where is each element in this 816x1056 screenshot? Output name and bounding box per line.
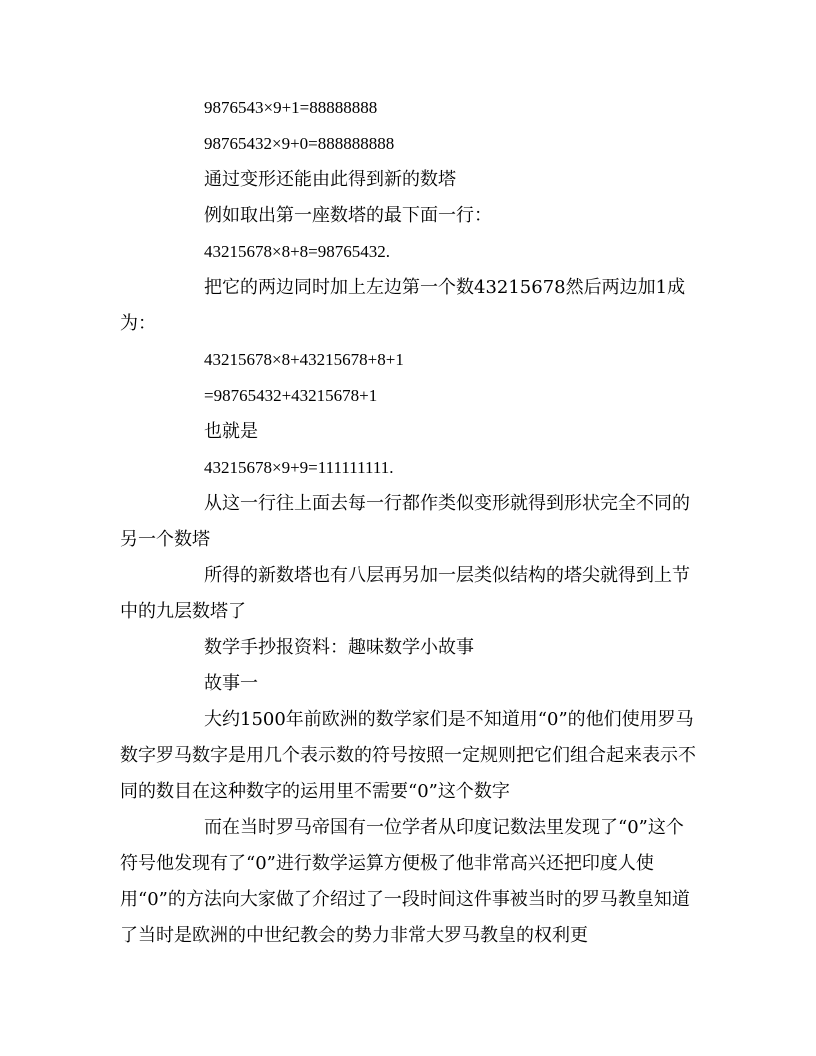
story-one-heading: 故事一 xyxy=(204,673,258,694)
document-body xyxy=(120,90,696,954)
paragraph-new-tower: 从这一行往上面去每一行都作类似变形就得到形状完全不同的另一个数塔 xyxy=(120,493,690,550)
paragraph-equation-1: 9876543×9+1=88888888 xyxy=(204,98,378,117)
paragraph-story-zero-discovery: 而在当时罗马帝国有一位学者从印度记数法里发现了“0”这个符号他发现有了“0”进行数学运算方便极了他非常高兴还把印度人使用“0”的方法向大家做了介绍过了一段时间这件事被当时的罗马教皇知道了当时是欧洲的中世纪教会的势力非常大罗马教皇的权利更 xyxy=(120,817,690,946)
paragraph-that-is: 也就是 xyxy=(204,421,258,442)
paragraph-example-intro: 例如取出第一座数塔的最下面一行： xyxy=(204,205,492,226)
section-heading-math-stories: 数学手抄报资料：趣味数学小故事 xyxy=(204,637,474,658)
paragraph-nine-layer-tower: 所得的新数塔也有八层再另加一层类似结构的塔尖就得到上节中的九层数塔了 xyxy=(120,565,690,622)
paragraph-add-both-sides: 把它的两边同时加上左边第一个数43215678然后两边加1成为： xyxy=(120,277,686,334)
paragraph-equation-5: =98765432+43215678+1 xyxy=(204,386,378,405)
paragraph-story-roman-numerals: 大约1500年前欧洲的数学家们是不知道用“0”的他们使用罗马数字罗马数字是用几个表示数的符号按照一定规则把它们组合起来表示不同的数目在这种数字的运用里不需要“0”这个数字 xyxy=(120,709,696,802)
paragraph-equation-4: 43215678×8+43215678+8+1 xyxy=(204,350,404,369)
paragraph-transform-intro: 通过变形还能由此得到新的数塔 xyxy=(204,169,456,190)
paragraph-equation-2: 98765432×9+0=888888888 xyxy=(204,134,395,153)
paragraph-equation-6: 43215678×9+9=111111111. xyxy=(204,458,394,477)
paragraph-equation-3: 43215678×8+8=98765432. xyxy=(204,242,391,261)
